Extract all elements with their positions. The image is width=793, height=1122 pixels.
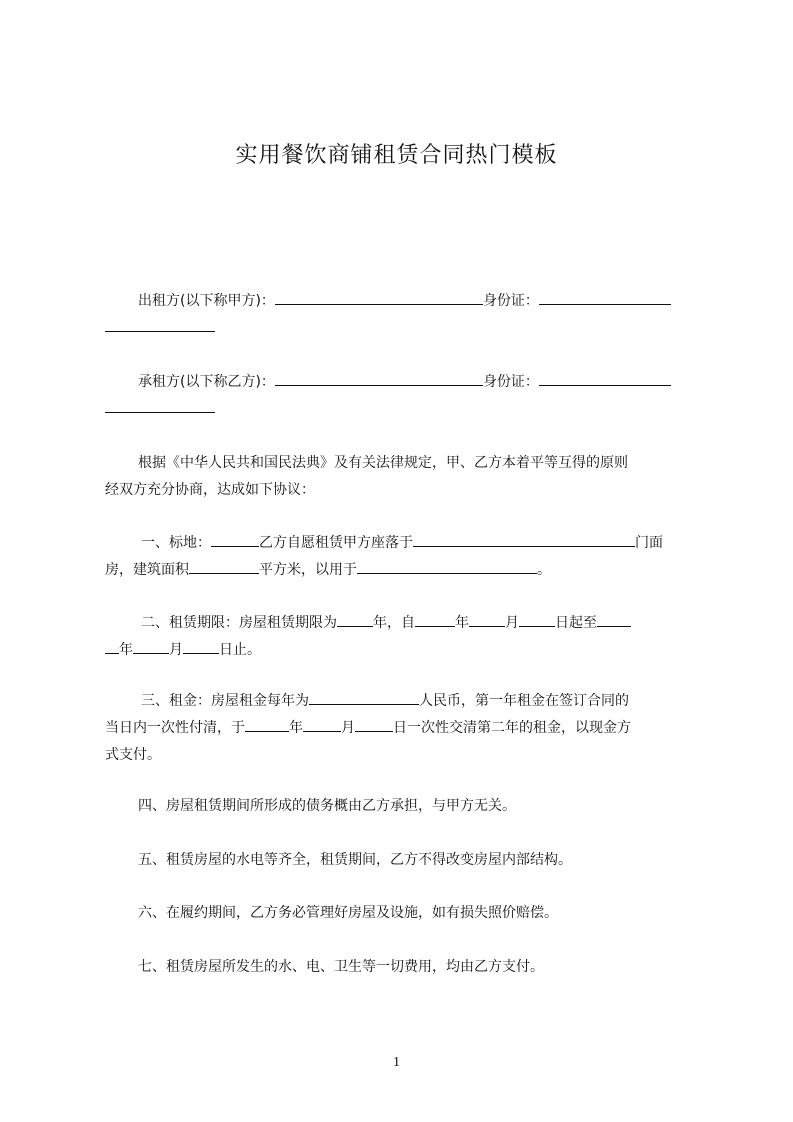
lessor-label: 出租方(以下称甲方)： <box>138 293 275 309</box>
clause-2-end-year-blank <box>597 611 631 627</box>
clause-4 <box>105 793 705 820</box>
clause-2-years-blank <box>337 611 373 627</box>
clause-3-text-c: 日一次性交清第二年的租金，以现金方 <box>393 720 631 736</box>
clause-2-year-label-2: 年 <box>455 615 469 631</box>
clause-3-year-blank <box>245 716 289 732</box>
clause-3-text-d: 式支付。 <box>105 747 161 763</box>
clause-2-prefix: 二、租赁期限：房屋租赁期限为 <box>141 615 337 631</box>
clause-2-end-year-blank-cont <box>105 638 119 654</box>
preamble-line-1: 根据《中华人民共和国民法典》及有关法律规定，甲、乙方本着平等互得的原则 <box>138 455 628 471</box>
clause-2-start-year-blank <box>415 611 455 627</box>
clause-2-month-label-1: 月 <box>505 615 519 631</box>
clause-2-end-day-blank <box>183 638 219 654</box>
clause-6-text: 六、在履约期间，乙方务必管理好房屋及设施，如有损失照价赔偿。 <box>138 905 558 921</box>
clause-1-usage-blank <box>357 558 537 574</box>
clause-1-text-c: 房，建筑面积 <box>105 562 189 578</box>
clause-5-text: 五、租赁房屋的水电等齐全，租赁期间，乙方不得改变房屋内部结构。 <box>138 852 572 868</box>
clause-1 <box>105 530 705 584</box>
lessor-name-blank <box>275 289 483 305</box>
clause-1-text-a: 乙方自愿租赁甲方座落于 <box>259 535 413 551</box>
clause-1-text-b: 门面 <box>635 535 663 551</box>
lessee-id-blank-cont <box>105 397 215 413</box>
clause-4-text: 四、房屋租赁期间所形成的债务概由乙方承担，与甲方无关。 <box>138 798 516 814</box>
preamble-line-2: 经双方充分协商，达成如下协议： <box>105 482 315 498</box>
clause-1-location-blank <box>413 531 635 547</box>
clause-3-text-a: 人民币，第一年租金在签订合同的 <box>419 693 629 709</box>
clause-2-year-label-1: 年，自 <box>373 615 415 631</box>
lessee-section <box>105 369 705 423</box>
clause-2-month-label-2: 月 <box>169 642 183 658</box>
clause-3-prefix: 三、租金：房屋租金每年为 <box>141 693 309 709</box>
clause-3 <box>105 688 705 769</box>
preamble <box>105 450 705 504</box>
lessor-id-blank <box>539 289 671 305</box>
lessee-id-blank <box>539 370 671 386</box>
clause-3-month-label: 月 <box>341 720 355 736</box>
clause-3-month-blank <box>303 716 341 732</box>
clause-3-text-b: 当日内一次性付清，于 <box>105 720 245 736</box>
clause-1-subject-blank <box>211 531 259 547</box>
clause-2-day-end-label: 日止。 <box>219 642 261 658</box>
clause-3-day-blank <box>355 716 393 732</box>
clause-1-text-d: 平方米，以用于 <box>259 562 357 578</box>
clause-1-area-blank <box>189 558 259 574</box>
lessee-label: 承租方(以下称乙方)： <box>138 374 275 390</box>
clause-2 <box>105 610 705 664</box>
clause-2-year-label-3: 年 <box>119 642 133 658</box>
clause-2-day-to-label: 日起至 <box>555 615 597 631</box>
clause-1-text-e: 。 <box>537 562 551 578</box>
clause-2-start-month-blank <box>469 611 505 627</box>
page-number: 1 <box>393 1055 400 1070</box>
clause-1-prefix: 一、标地： <box>141 535 211 551</box>
clause-3-year-label: 年 <box>289 720 303 736</box>
lessee-id-label: 身份证： <box>482 374 539 390</box>
clause-7 <box>105 954 705 981</box>
lessor-section <box>105 288 705 342</box>
lessor-id-blank-cont <box>105 316 215 332</box>
document-title: 实用餐饮商铺租赁合同热门模板 <box>235 143 558 168</box>
lessee-name-blank <box>275 370 483 386</box>
clause-5 <box>105 847 705 874</box>
clause-2-start-day-blank <box>519 611 555 627</box>
clause-7-text: 七、租赁房屋所发生的水、电、卫生等一切费用，均由乙方支付。 <box>138 959 544 975</box>
lessor-id-label: 身份证： <box>482 293 539 309</box>
clause-6 <box>105 900 705 927</box>
clause-3-rent-blank <box>309 689 419 705</box>
clause-2-end-month-blank <box>133 638 169 654</box>
